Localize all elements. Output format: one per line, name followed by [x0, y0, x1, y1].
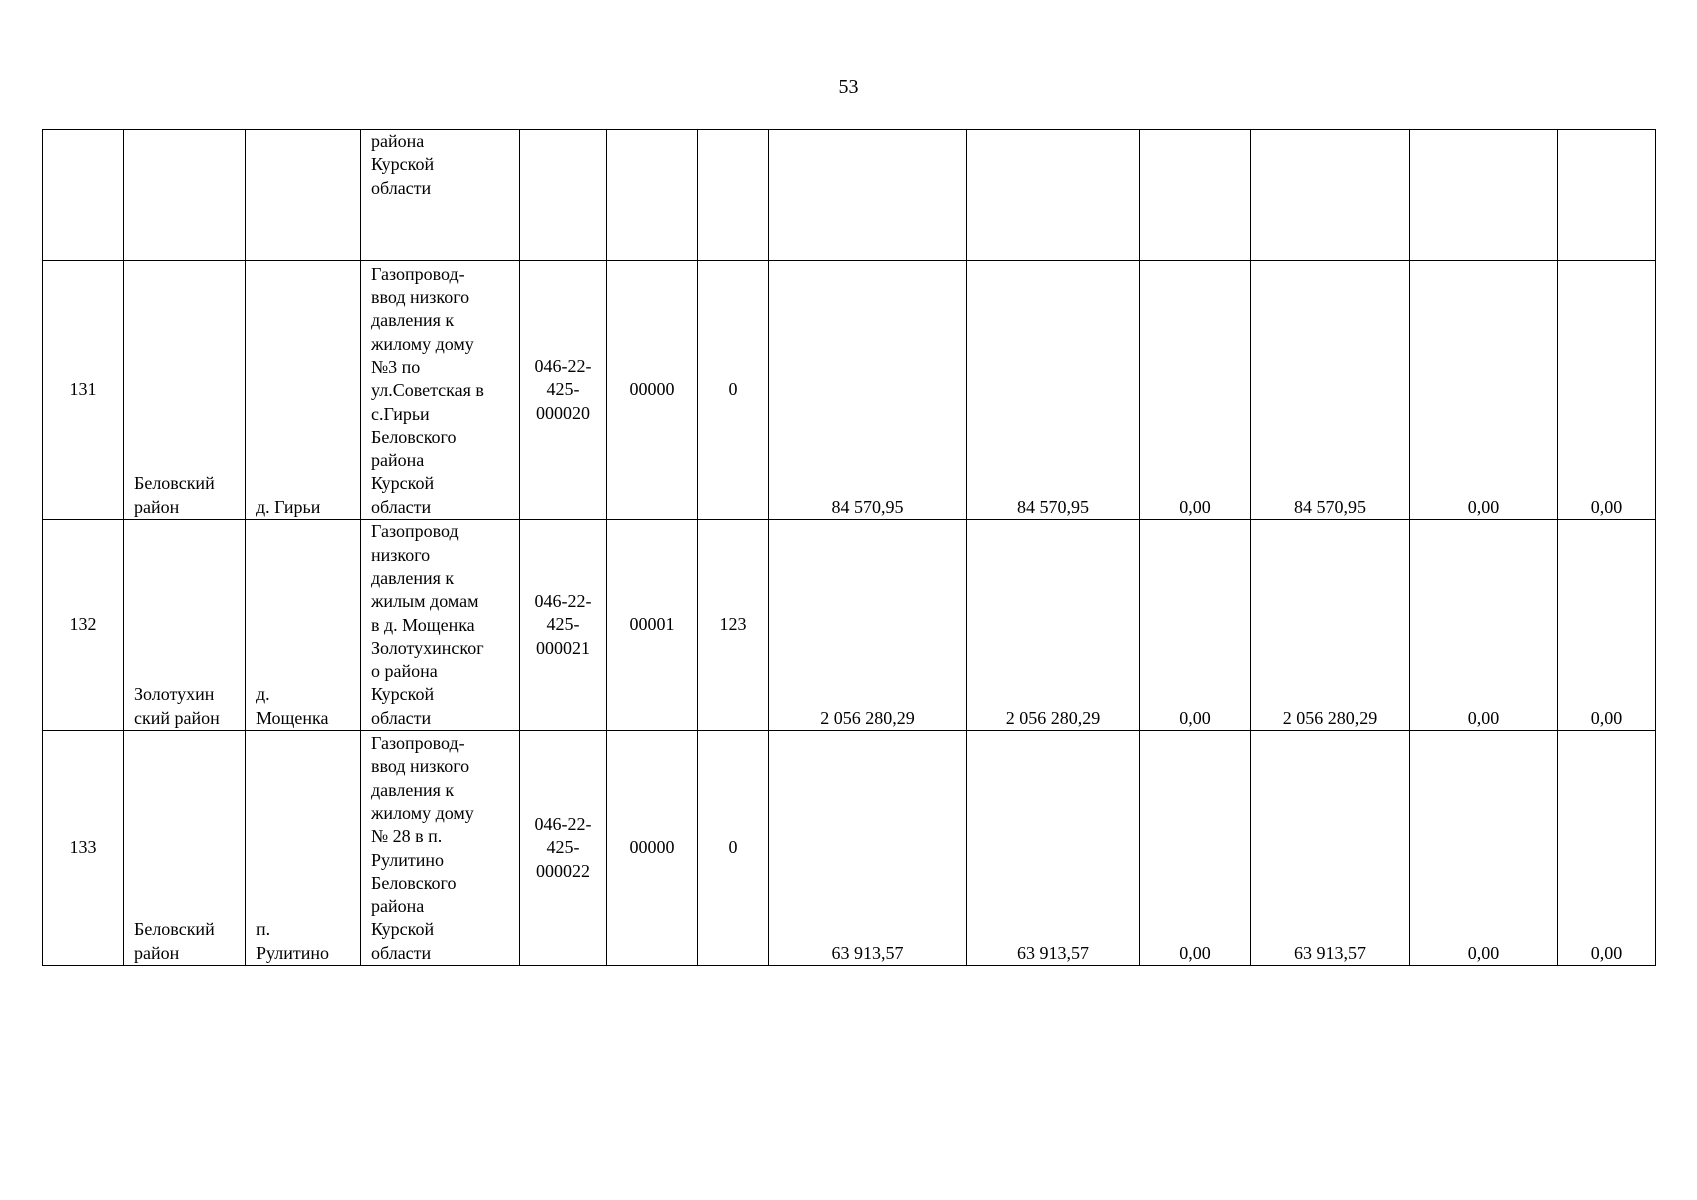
table-row [43, 731, 1656, 966]
cell-cost-total: 84 570,95 [769, 261, 967, 520]
cell-col-k: 0,00 [1410, 731, 1558, 966]
cell-kadastr: 046-22- 425- 000022 [520, 731, 607, 966]
table-row [43, 261, 1656, 520]
cell-description: Газопровод- ввод низкого давления к жилому дому № 28 в п. Рулитино Беловского района Курской области [361, 731, 520, 966]
property-table [42, 129, 1656, 966]
cell-col-k: 0,00 [1410, 520, 1558, 731]
cell-locality: п. Рулитино [246, 731, 361, 966]
cell-col-l: 0,00 [1558, 520, 1656, 731]
cell-locality [246, 130, 361, 261]
cell-col-k [1410, 130, 1558, 261]
cell-district: Беловский район [124, 261, 246, 520]
cell-locality: д. Гирьи [246, 261, 361, 520]
cell-cost-balance [967, 130, 1140, 261]
table-row [43, 520, 1656, 731]
cell-description: Газопровод низкого давления к жилым домам в д. Мощенка Золотухинског о района Курской области [361, 520, 520, 731]
cell-cost-balance: 2 056 280,29 [967, 520, 1140, 731]
cell-num: 131 [43, 261, 124, 520]
cell-kadastr: 046-22- 425- 000021 [520, 520, 607, 731]
cell-locality: д. Мощенка [246, 520, 361, 731]
cell-num: 132 [43, 520, 124, 731]
cell-code [607, 130, 698, 261]
cell-district: Беловский район [124, 731, 246, 966]
cell-kadastr: 046-22- 425- 000020 [520, 261, 607, 520]
cell-residual: 63 913,57 [1251, 731, 1410, 966]
cell-num: 133 [43, 731, 124, 966]
cell-kadastr [520, 130, 607, 261]
cell-length: 123 [698, 520, 769, 731]
cell-residual: 84 570,95 [1251, 261, 1410, 520]
cell-cost-total: 63 913,57 [769, 731, 967, 966]
cell-col-l: 0,00 [1558, 731, 1656, 966]
cell-code: 00000 [607, 731, 698, 966]
cell-amortization [1140, 130, 1251, 261]
page-number: 53 [838, 76, 859, 98]
continuation-row [43, 130, 1656, 261]
cell-col-l: 0,00 [1558, 261, 1656, 520]
cell-col-l [1558, 130, 1656, 261]
cell-code: 00001 [607, 520, 698, 731]
cell-amortization: 0,00 [1140, 731, 1251, 966]
cell-num [43, 130, 124, 261]
cell-col-k: 0,00 [1410, 261, 1558, 520]
cell-amortization: 0,00 [1140, 520, 1251, 731]
cell-description: района Курской области [361, 130, 520, 261]
cell-residual: 2 056 280,29 [1251, 520, 1410, 731]
cell-code: 00000 [607, 261, 698, 520]
cell-cost-total [769, 130, 967, 261]
cell-description: Газопровод- ввод низкого давления к жилому дому №3 по ул.Советская в с.Гирьи Беловского района Курской области [361, 261, 520, 520]
cell-cost-balance: 84 570,95 [967, 261, 1140, 520]
cell-district: Золотухин ский район [124, 520, 246, 731]
cell-length: 0 [698, 731, 769, 966]
cell-amortization: 0,00 [1140, 261, 1251, 520]
cell-length [698, 130, 769, 261]
cell-length: 0 [698, 261, 769, 520]
cell-cost-total: 2 056 280,29 [769, 520, 967, 731]
cell-residual [1251, 130, 1410, 261]
cell-district [124, 130, 246, 261]
cell-cost-balance: 63 913,57 [967, 731, 1140, 966]
